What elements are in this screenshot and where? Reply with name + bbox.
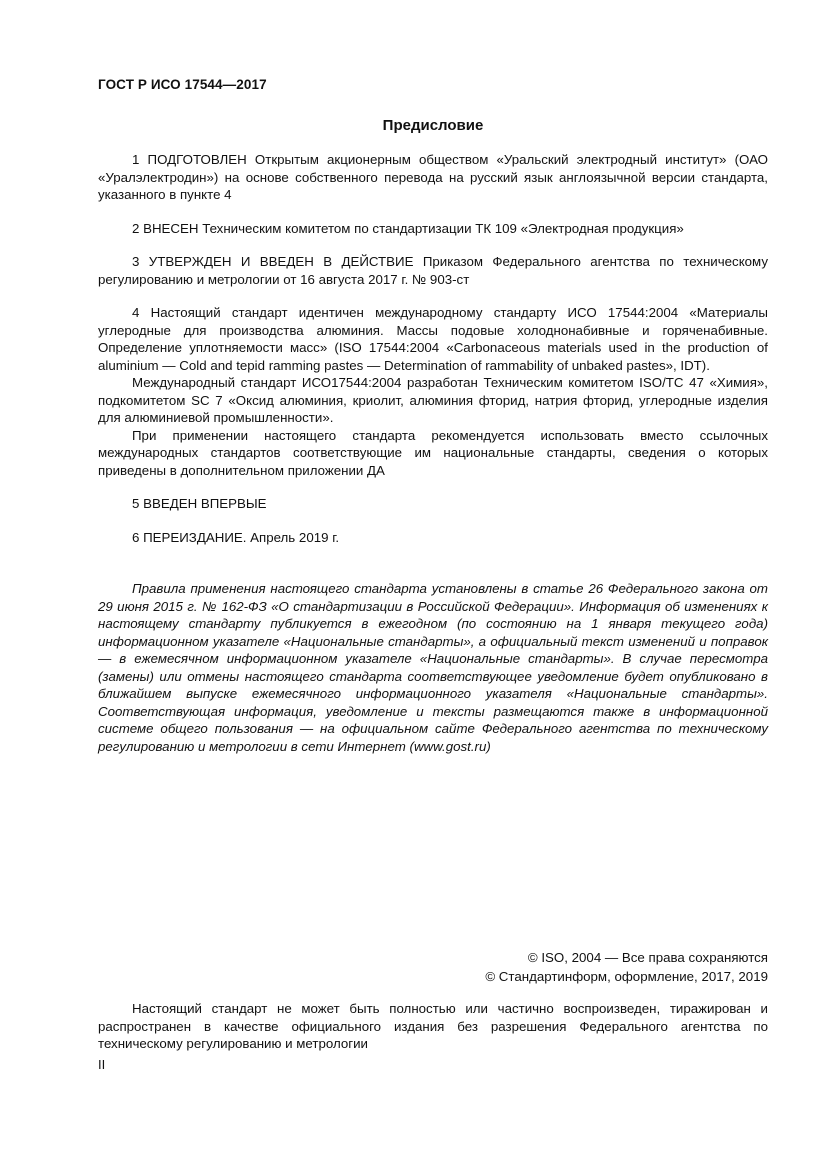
application-rules-notice: Правила применения настоящего стандарта установлены в статье 26 Федерального закона от 29 июня 2015 г. № 162-ФЗ «О стандартизации в Российской Федерации». Информация об изменениях к настоящему стандарту публикуется в ежегодном (по состоянию на 1 января текущего года) информационном указателе «Национальные стандарты», а официальный текст изменений и поправок — в ежемесячном информационном указателе «Национальные стандарты». В случае пересмотра (замены) или отмены настоящего стандарта соответствующее уведомление будет опубликовано в ближайшем выпуске ежемесячного информационного указателя «Национальные стандарты». Соответствующая информация, уведомление и тексты размещаются также в информационной системе общего пользования — на официальном сайте Федерального агентства по техническому регулированию и метрологии в сети Интернет (www.gost.ru) [98,581,768,754]
reproduction-notice: Настоящий стандарт не может быть полностью или частично воспроизведен, тиражирован и распространен в качестве официального издания без разрешения Федерального агентства по техническому регулированию и метрологии [98,1001,768,1051]
paragraph-references: При применении настоящего стандарта рекомендуется использовать вместо ссылочных международных стандартов соответствующие им национальные стандарты, сведения о которых приведены в дополнительном приложении ДА [98,427,768,478]
paragraph-developed-by: Международный стандарт ИСО17544:2004 разработан Техническим комитетом ISO/TC 47 «Химия», подкомитетом SC 7 «Оксид алюминия, криолит, алюминия фторид, натрия фторид, углеродные изделия для алюминиевой промышленности». [98,375,768,425]
foreword-body [98,151,768,546]
paragraph-identical: 4 Настоящий стандарт идентичен международному стандарту ИСО 17544:2004 «Материалы углеродные для производства алюминия. Массы подовые холоднонабивные и горяченабивные. Определение уплотняемости масс» (ISO 17544:2004 «Carbonaceous materials used in the production of aluminium — Cold and tepid ramming pastes — Determination of rammability of unbaked pastes», IDT). [98,305,768,373]
copyright-iso: © ISO, 2004 — Все права сохраняются [527,950,768,965]
page-title: Предисловие [382,117,484,134]
paragraph-reissue: 6 ПЕРЕИЗДАНИЕ. Апрель 2019 г. [132,529,340,545]
paragraph-prepared: 1 ПОДГОТОВЛЕН Открытым акционерным обществом «Уральский электродный институт» (ОАО «Уралэлектродин») на основе собственного перевода на русский язык англоязычной версии стандарта, указанного в пункте 4 [98,152,768,202]
copyright-standartinform: © Стандартинформ, оформление, 2017, 2019 [485,969,768,984]
copyright-block [485,948,768,986]
page-number: II [98,1057,106,1072]
paragraph-introduced: 2 ВНЕСЕН Техническим комитетом по стандартизации ТК 109 «Электродная продукция» [132,220,684,236]
document-code: ГОСТ Р ИСО 17544—2017 [98,77,267,92]
paragraph-approved: 3 УТВЕРЖДЕН И ВВЕДЕН В ДЕЙСТВИЕ Приказом Федерального агентства по техническому регулированию и метрологии от 16 августа 2017 г. № 903-ст [98,254,768,287]
paragraph-first-introduced: 5 ВВЕДЕН ВПЕРВЫЕ [132,496,267,511]
